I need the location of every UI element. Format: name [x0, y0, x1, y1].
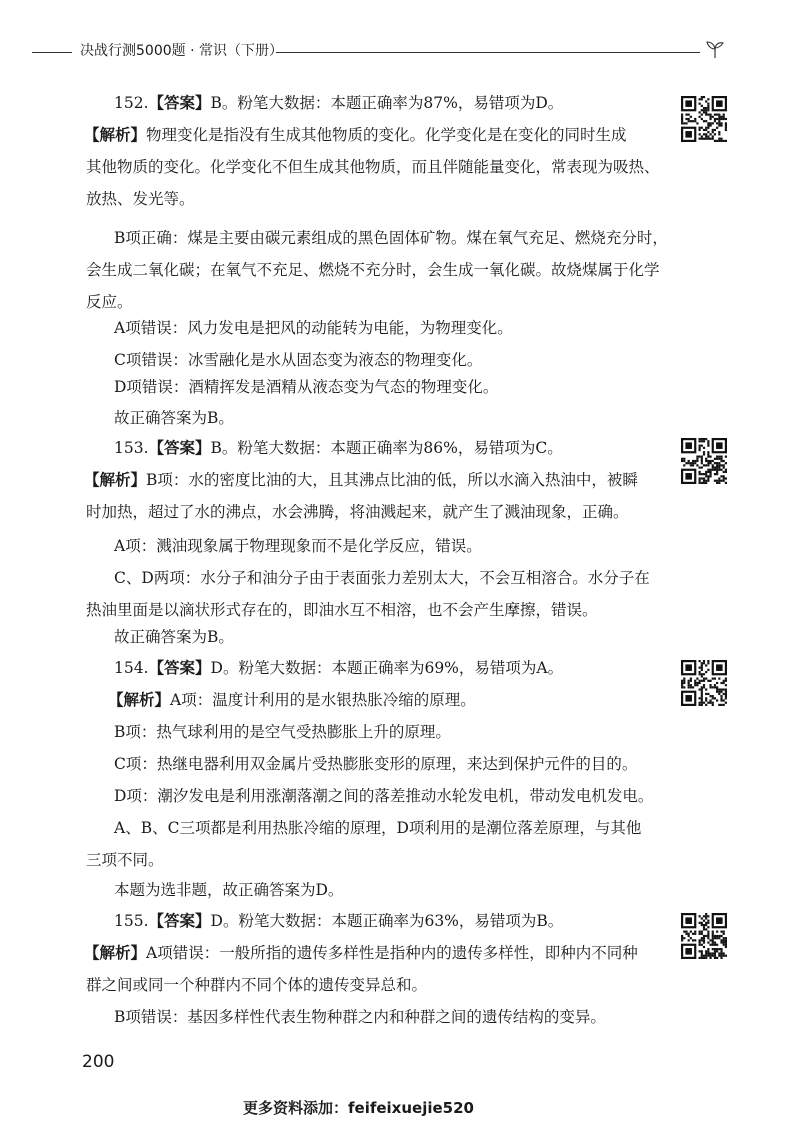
question-number: 153.: [114, 439, 149, 457]
analysis-line: 群之间或同一个种群内不同个体的遗传变异总和。: [86, 976, 428, 994]
answer-line-154: [114, 652, 684, 684]
question-number: 155.: [114, 912, 149, 930]
paragraph-line: 反应。: [86, 293, 133, 311]
analysis-tag: 【解析】: [108, 691, 171, 709]
analysis-tag: 【解析】: [84, 471, 147, 489]
answer-text: D。粉笔大数据：本题正确率为63%，易错项为B。: [210, 912, 564, 930]
paragraph-line: C项错误：冰雪融化是水从固态变为液态的物理变化。: [114, 351, 483, 369]
answer-tag: 【答案】: [148, 94, 211, 112]
paragraph-line: D项错误：酒精挥发是酒精从液态变为气态的物理变化。: [114, 378, 499, 396]
analysis-line: 【解析】A项：温度计利用的是水银热胀冷缩的原理。: [108, 691, 476, 709]
answer-tag: 【答案】: [148, 659, 211, 677]
qr-code-icon[interactable]: [681, 438, 727, 484]
analysis-line: 放热、发光等。: [86, 190, 195, 208]
running-header: [0, 38, 800, 68]
paragraph-line: 热油里面是以滴状形式存在的，即油水互不相溶，也不会产生摩擦，错误。: [86, 601, 598, 619]
paragraph-line: 故正确答案为B。: [114, 409, 234, 427]
analysis-line: 【解析】A项错误：一般所指的遗传多样性是指种内的遗传多样性，即种内不同种: [84, 944, 638, 962]
answer-line-153: [114, 432, 684, 464]
analysis-line: 【解析】B项：水的密度比油的大，且其沸点比油的低，所以水滴入热油中，被瞬: [84, 471, 638, 489]
analysis-tag: 【解析】: [84, 944, 147, 962]
footer-note: 更多资料添加：feifeixuejie520: [243, 1099, 474, 1117]
book-title: 决战行测5000题 · 常识（下册）: [80, 43, 283, 59]
answer-text: B。粉笔大数据：本题正确率为87%，易错项为D。: [210, 94, 564, 112]
paragraph-line: 本题为选非题，故正确答案为D。: [114, 881, 344, 899]
paragraph-line: 三项不同。: [86, 851, 164, 869]
qr-code-icon[interactable]: [681, 913, 727, 959]
qr-code-icon[interactable]: [681, 96, 727, 142]
question-number: 154.: [114, 659, 149, 677]
answer-text: B。粉笔大数据：本题正确率为86%，易错项为C。: [210, 439, 563, 457]
paragraph-line: A项：溅油现象属于物理现象而不是化学反应，错误。: [114, 537, 482, 555]
paragraph-line: 故正确答案为B。: [114, 628, 234, 646]
answer-line-152: [114, 87, 684, 119]
paragraph-line: C、D两项：水分子和油分子由于表面张力差别太大，不会互相溶合。水分子在: [114, 569, 650, 587]
analysis-line: 时加热，超过了水的沸点，水会沸腾，将油溅起来，就产生了溅油现象，正确。: [86, 503, 629, 521]
answer-tag: 【答案】: [148, 439, 211, 457]
analysis-line: 其他物质的变化。化学变化不但生成其他物质，而且伴随能量变化，常表现为吸热、: [86, 158, 660, 176]
analysis-tag: 【解析】: [84, 126, 147, 144]
question-number: 152.: [114, 94, 149, 112]
answer-tag: 【答案】: [148, 912, 211, 930]
paragraph-line: C项：热继电器利用双金属片受热膨胀变形的原理，来达到保护元件的目的。: [114, 755, 638, 773]
paragraph-line: B项错误：基因多样性代表生物种群之内和种群之间的遗传结构的变异。: [114, 1008, 606, 1026]
answer-line-155: [114, 905, 684, 937]
header-rule-right: [276, 52, 700, 53]
paragraph-line: B项：热气球利用的是空气受热膨胀上升的原理。: [114, 723, 451, 741]
paragraph-line: D项：潮汐发电是利用涨潮落潮之间的落差推动水轮发电机，带动发电机发电。: [114, 787, 654, 805]
qr-code-icon[interactable]: [681, 660, 727, 706]
paragraph-line: B项正确：煤是主要由碳元素组成的黑色固体矿物。煤在氧气充足、燃烧充分时，: [114, 229, 668, 247]
sprout-icon: [704, 38, 726, 60]
paragraph-line: A项错误：风力发电是把风的动能转为电能，为物理变化。: [114, 319, 513, 337]
answer-text: D。粉笔大数据：本题正确率为69%，易错项为A。: [210, 659, 564, 677]
header-rule-left: [32, 52, 72, 53]
paragraph-line: 会生成二氧化碳；在氧气不充足、燃烧不充分时，会生成一氧化碳。故烧煤属于化学: [86, 261, 660, 279]
analysis-line: 【解析】物理变化是指没有生成其他物质的变化。化学变化是在变化的同时生成: [84, 126, 627, 144]
page-number: 200: [82, 1052, 115, 1072]
paragraph-line: A、B、C三项都是利用热胀冷缩的原理，D项利用的是潮位落差原理，与其他: [114, 819, 642, 837]
